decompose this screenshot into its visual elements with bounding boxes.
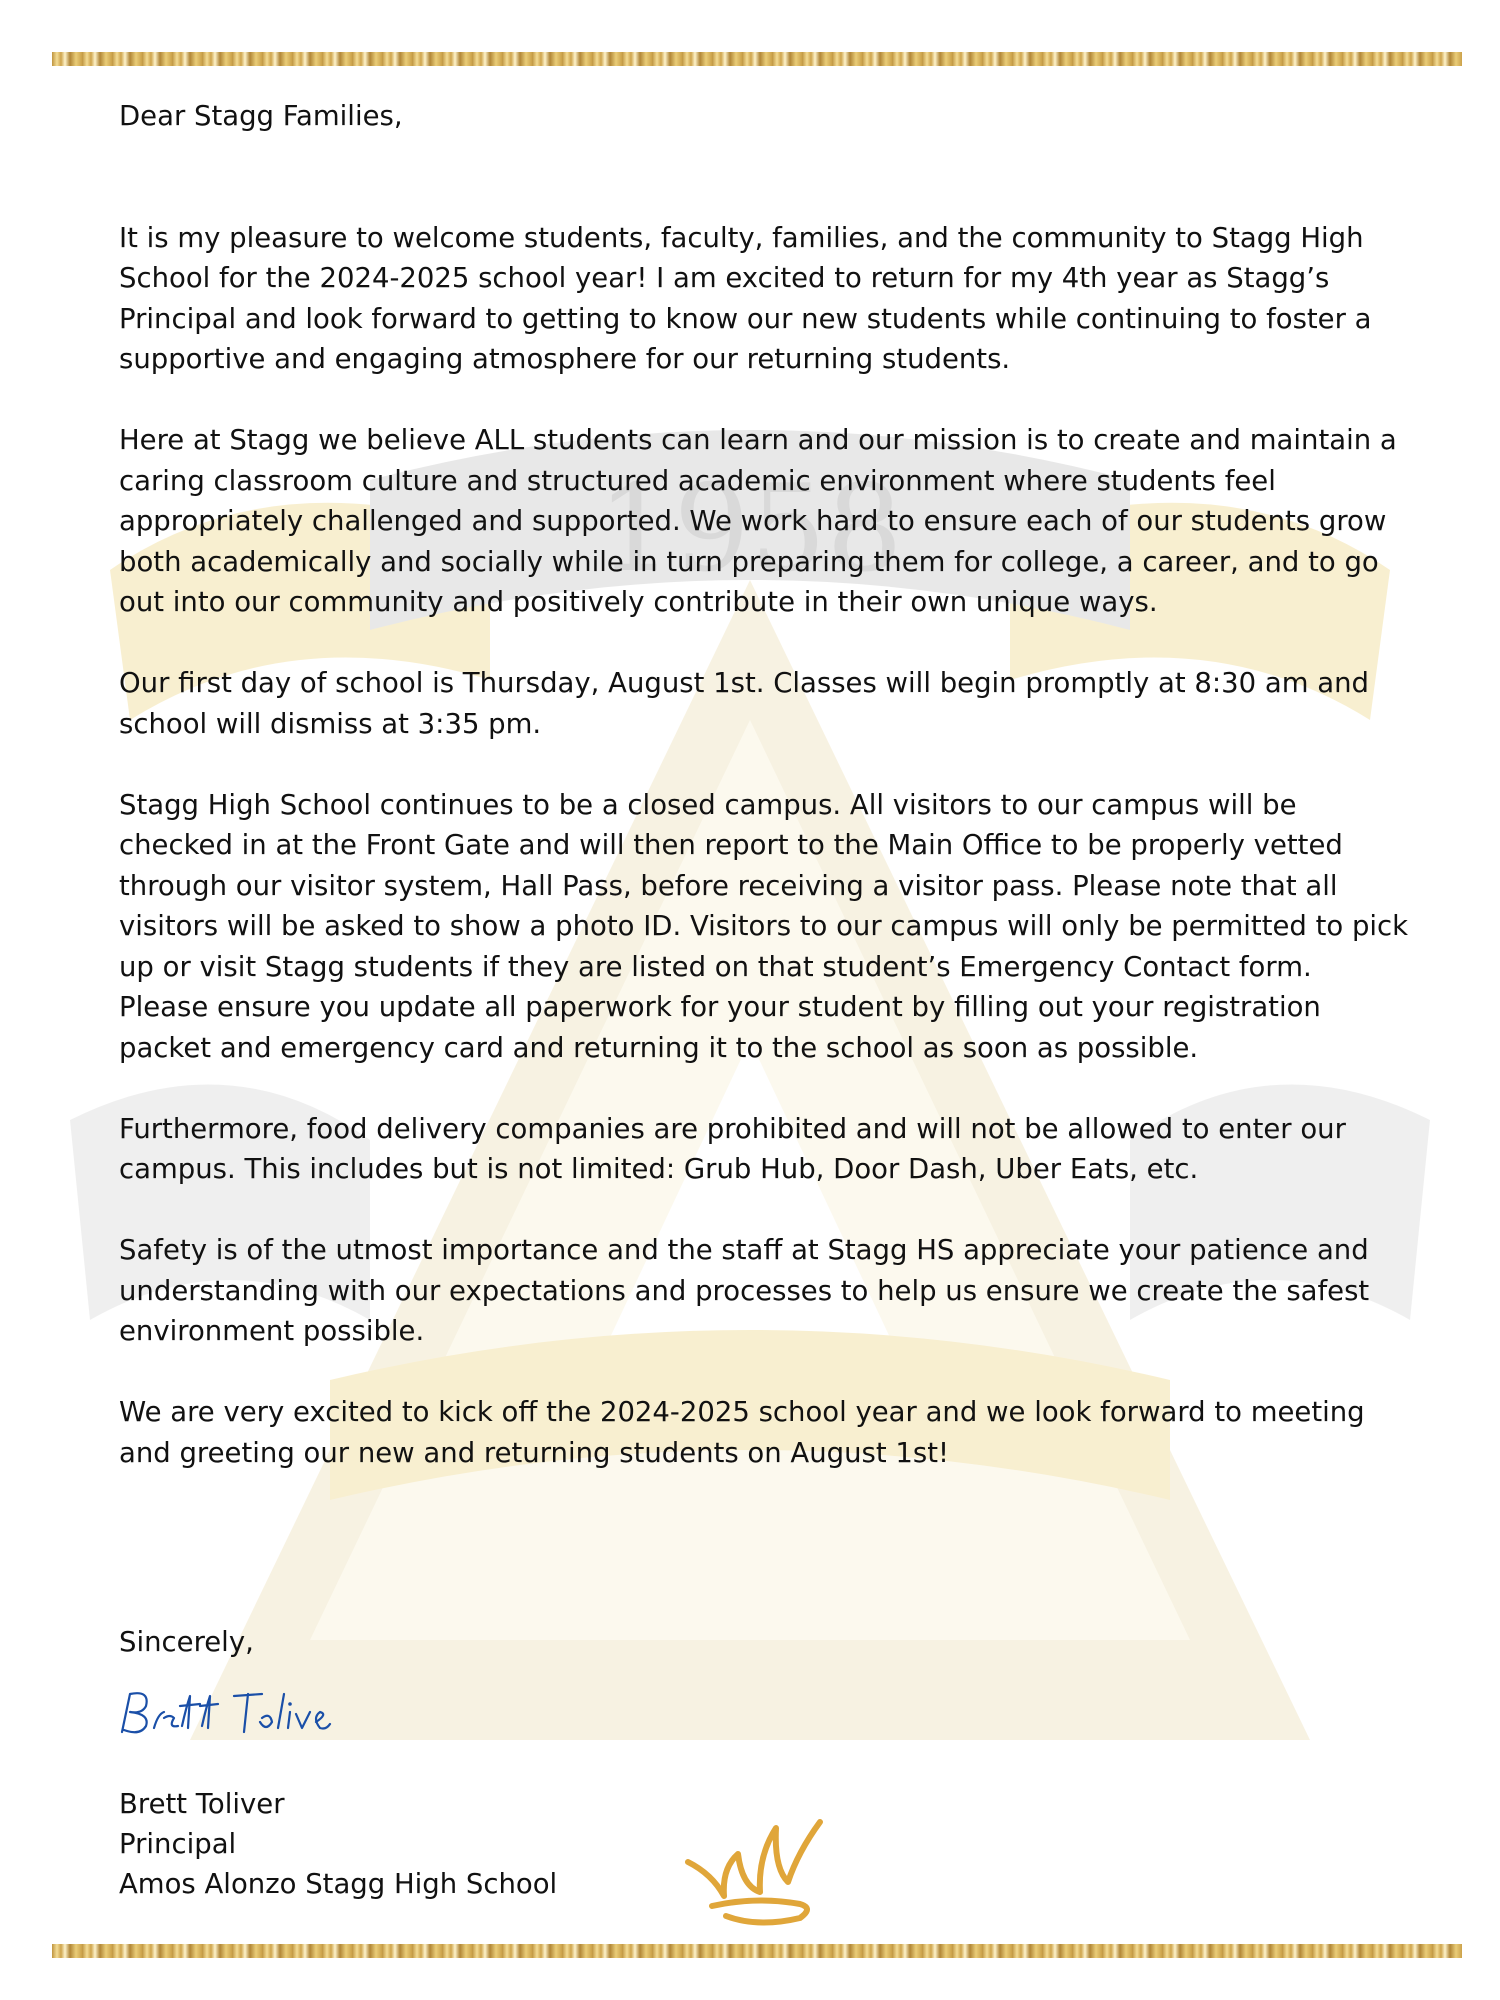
paragraph-food-delivery: Furthermore, food delivery companies are prohibited and will not be allowed to enter our campus. This includes but is not limited: Grub Hub, Door Dash, Uber Eats, etc. xyxy=(119,1112,1346,1185)
signer-name: Brett Toliver xyxy=(119,1788,285,1820)
closing: Sincerely, xyxy=(119,1626,254,1658)
paragraph-closed-campus: Stagg High School continues to be a closed campus. All visitors to our campus will be checked in at the Front Gate and will then report to the Main Office to be properly vetted through our visitor system, Hall Pass, before receiving a visitor pass. Please note that all visitors will be asked to show a photo ID. Visitors to our campus will only be permitted to pick up or visit Stagg students if they are listed on that student’s Emergency Contact form. Please ensure you update all paperwork for your student by filling out your registration packet and emergency card and returning it to the school as soon as possible. xyxy=(119,788,1409,1064)
paragraph-safety: Safety is of the utmost importance and the staff at Stagg HS appreciate your patience and understanding with our expectations and processes to help us ensure we create the safest environment possible. xyxy=(119,1234,1370,1347)
paragraph-excited: We are very excited to kick off the 2024-2025 school year and we look forward to meeting and greeting our new and returning students on August 1st! xyxy=(119,1396,1365,1469)
letter-body xyxy=(119,96,1409,1514)
bottom-gold-border xyxy=(52,1944,1462,1958)
greeting: Dear Stagg Families, xyxy=(119,100,403,132)
paragraph-welcome: It is my pleasure to welcome students, faculty, families, and the community to Stagg High School for the 2024-2025 school year! I am excited to return for my 4th year as Stagg’s Principal and look forward to getting to know our new students while continuing to foster a supportive and engaging atmosphere for our returning students. xyxy=(119,221,1372,375)
paragraph-first-day: Our first day of school is Thursday, August 1st. Classes will begin promptly at 8:30 am and school will dismiss at 3:35 pm. xyxy=(119,667,1370,740)
watermark-year: 1958 xyxy=(597,460,903,599)
signer-title: Principal xyxy=(119,1828,237,1860)
crown-icon xyxy=(682,1808,832,1926)
signer-school: Amos Alonzo Stagg High School xyxy=(119,1868,558,1900)
top-gold-border xyxy=(52,52,1462,66)
signature-block xyxy=(119,1784,557,1904)
handwritten-signature xyxy=(116,1688,336,1740)
paragraph-mission: Here at Stagg we believe ALL students can learn and our mission is to create and maintain a caring classroom culture and structured academic environment where students feel appropriately challenged and supported. We work hard to ensure each of our students grow both academically and socially while in turn preparing them for college, a career, and to go out into our community and positively contribute in their own unique ways. xyxy=(119,424,1397,618)
